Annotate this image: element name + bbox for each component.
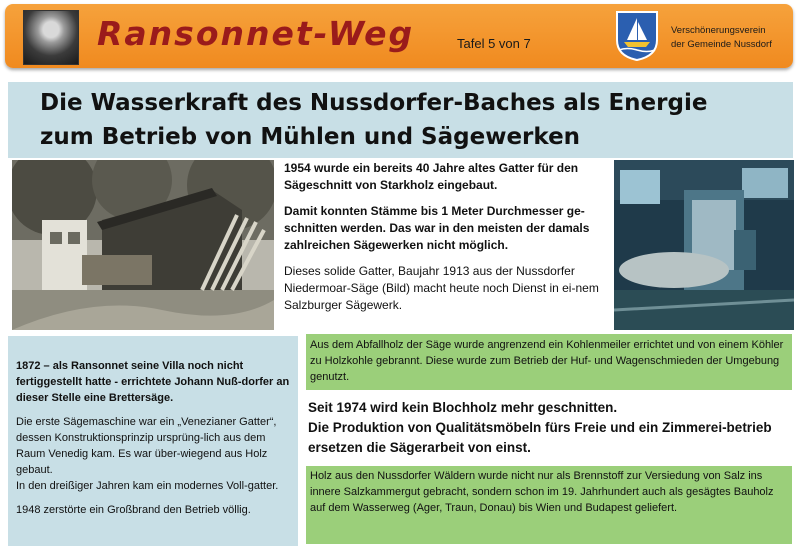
since-1974-line-2: Die Produktion von Qualitätsmöbeln fürs Freie und ein Zimmerei-betrieb ersetzen die Sägerarbeit von einst. [308, 420, 772, 455]
timber-trade-box [306, 466, 792, 544]
timber-trade-text: Holz aus den Nussdorfer Wäldern wurde nicht nur als Brennstoff zur Versiedung von Salz ins innere Salzkammergut gebracht, sondern schon im 19. Jahrhundert auch als gesägtes Bauholz auf dem Wasserweg (Ager, Traun, Donau) bis Wien und Budapest geliefert. [310, 470, 774, 514]
history-text [16, 358, 294, 526]
association-line-1: Verschönerungsverein [671, 25, 766, 36]
association-line-2: der Gemeinde Nussdorf [671, 39, 772, 50]
history-paragraph-1: 1872 – als Ransonnet seine Villa noch nicht fertiggestellt hatte - errichtete Johann Nuß-dorfer an dieser Stelle eine Brettersäge. [16, 360, 290, 404]
sawmill-photo [12, 160, 274, 330]
portrait-image [23, 10, 79, 65]
gatter-saw-photo [614, 160, 794, 330]
page-title-line-1: Die Wasserkraft des Nussdorfer-Baches als Energie [40, 90, 708, 116]
history-paragraph-3: 1948 zerstörte ein Großbrand den Betrieb völlig. [16, 504, 251, 516]
page-title [40, 86, 740, 154]
gatter-paragraph-3: Dieses solide Gatter, Baujahr 1913 aus der Nussdorfer Niedermoar-Säge (Bild) macht heute noch Dienst in ei-nem Salzburger Sägewerk. [284, 264, 599, 312]
charcoal-box [306, 334, 792, 390]
charcoal-text: Aus dem Abfallholz der Säge wurde angrenzend ein Kohlenmeiler errichtet und von einem Köhler zu Holzkohle gebrannt. Diese wurde zum Betrieb der Huf- und Wagenschmieden der Umgebung genutzt. [310, 339, 784, 383]
association-name [671, 24, 772, 52]
since-1974-line-1: Seit 1974 wird kein Blochholz mehr geschnitten. [308, 400, 618, 415]
since-1974-text [308, 398, 788, 458]
history-paragraph-2 [16, 414, 294, 494]
history-paragraph-2b: In den dreißiger Jahren kam ein modernes Voll-gatter. [16, 480, 279, 492]
trail-title: Ransonnet-Weg [97, 14, 415, 53]
coat-of-arms-icon [615, 10, 659, 62]
history-paragraph-2a: Die erste Sägemaschine war ein „Venezianer Gatter“, dessen Konstruktionsprinzip ursprüng-lich aus dem Raum Venedig kam. Es war über-wiegend aus Holz gebaut. [16, 416, 277, 476]
gatter-paragraph-1: 1954 wurde ein bereits 40 Jahre altes Gatter für den Sägeschnitt von Starkholz eingebaut. [284, 161, 579, 192]
page-title-line-2: zum Betrieb von Mühlen und Sägewerken [40, 124, 581, 150]
header-bar [5, 4, 793, 68]
gatter-text [284, 160, 609, 323]
panel-number: Tafel 5 von 7 [457, 36, 531, 51]
gatter-paragraph-2: Damit konnten Stämme bis 1 Meter Durchmesser ge-schnitten werden. Das war in den meisten der damals zahlreichen Sägewerken nicht möglich. [284, 204, 590, 252]
